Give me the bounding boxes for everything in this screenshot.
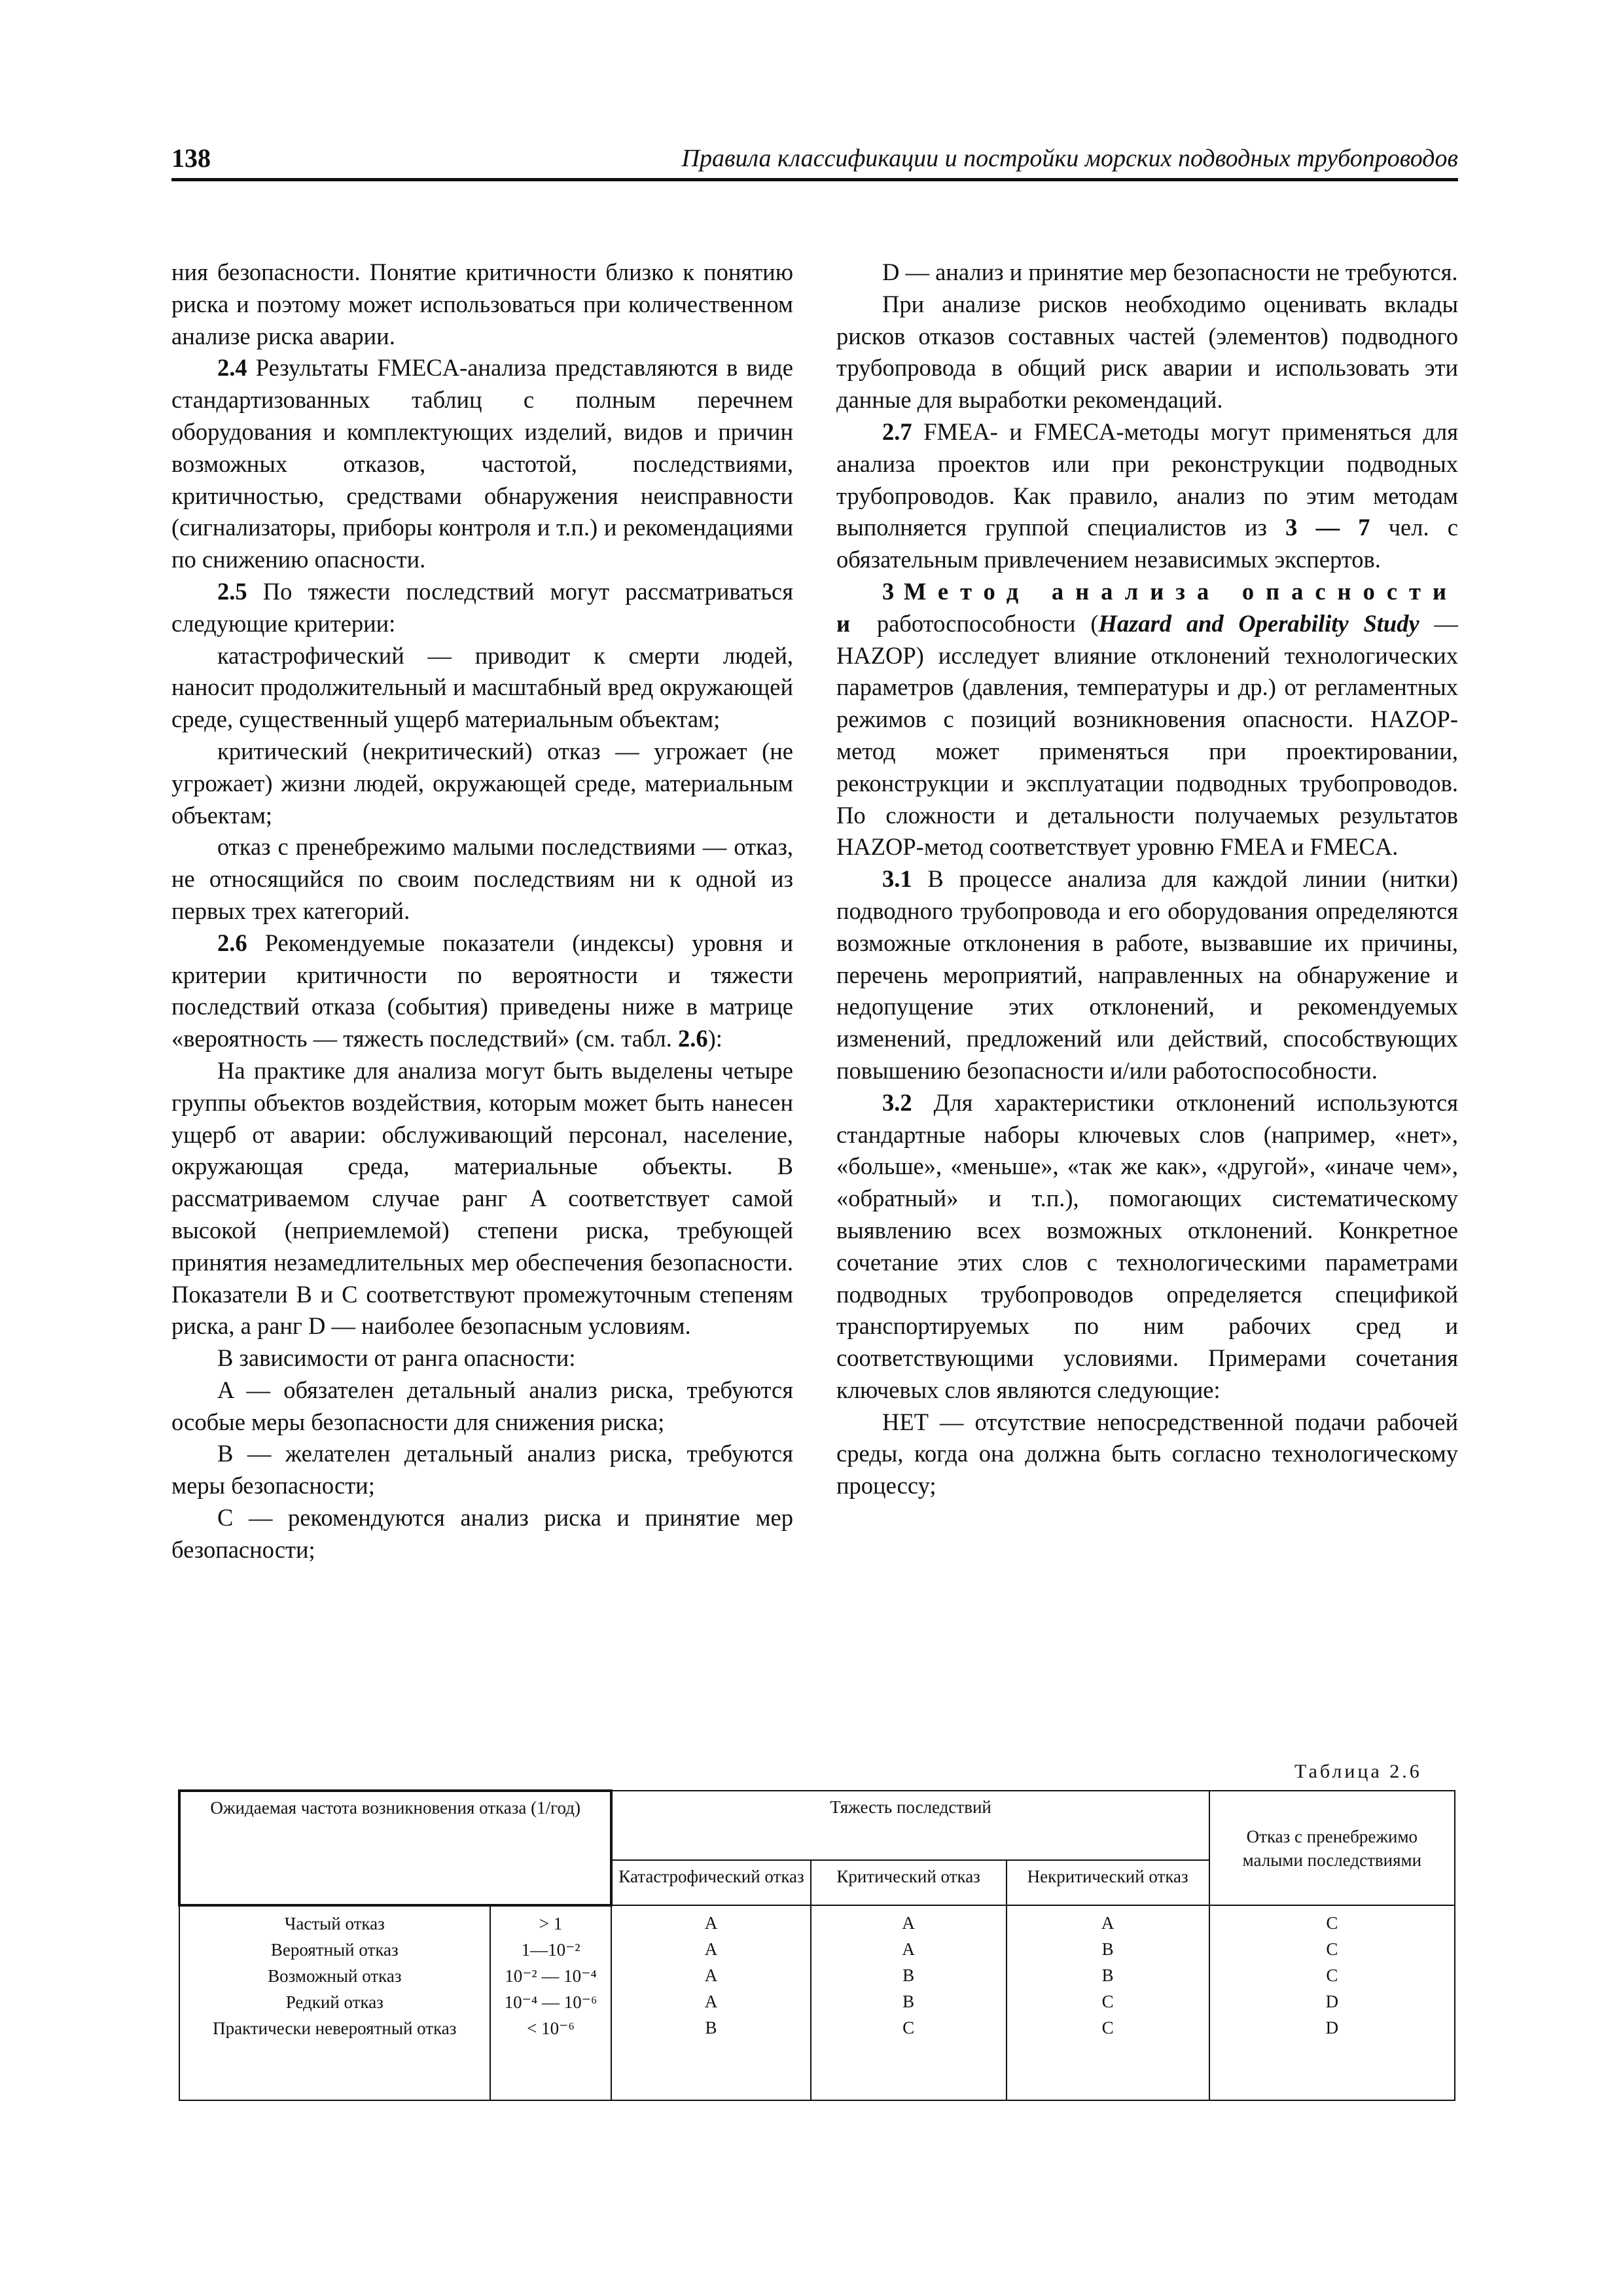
paragraph: ния безопасности. Понятие критичности близко к понятию риска и поэтому может использоваться при количественном анализе риска аварии. [171,259,793,350]
rank-cell: A [704,1913,718,1933]
paragraph [836,1087,1458,1407]
rank-cell: A [704,1992,718,2012]
noncritical-column [1007,1905,1209,2100]
header-severity: Тяжесть последствий [611,1791,1209,1860]
paragraph-text: Результаты FMECA-анализа представляются в виде стандартизованных таблиц с полным перечнем оборудования и комплектующих изделий, видов и причин возможных отказов, частотой, последствиями, критичностью, средствами обнаружения неисправности (сигнализаторы, приборы контроля и т.п.) и рекомендациями по снижению опасности. [171,354,793,573]
expert-count: 3 — 7 [1285,514,1370,541]
table-reference: 2.6 [677,1025,708,1052]
rank-cell: C [1326,1913,1338,1933]
table-caption: Таблица 2.6 [1294,1761,1422,1782]
row-frequency: 1—10⁻² [521,1940,580,1960]
paragraph: критический (некритический) отказ — угрожает (не угрожает) жизни людей, окружающей среде, материальным объектам; [171,737,793,829]
paragraph [836,863,1458,1087]
header-frequency: Ожидаемая частота возникновения отказа (1/год) [179,1791,611,1905]
row-label: Частый отказ [284,1914,385,1934]
paragraph: На практике для анализа могут быть выделены четыре группы объектов воздействия, которым может быть нанесен ущерб от аварии: обслуживающий персонал, население, окружающая среда, материальные объекты. В рассматриваемом случае ранг A соответствует самой высокой (неприемлемой) степени риска, требующей принятия незамедлительных мер обеспечения безопасности. Показатели B и C соответствуют промежуточным степеням риска, а ранг D — наиболее безопасным условиям. [171,1056,793,1340]
paragraph [171,927,793,1055]
left-column [171,257,793,1566]
rank-cell: C [902,2018,915,2038]
paragraph-text: В процессе анализа для каждой линии (нитки) подводного трубопровода и его оборудования определяются возможные отклонения в работе, вызвавшие их причины, перечень мероприятий, направленных на обнаружение и недопущение этих отклонений, и рекомендуемых изменений, предложений или действий, способствующих повышению безопасности и/или работоспособности. [836,865,1458,1084]
clause-number: 2.7 [882,418,912,445]
row-label: Вероятный отказ [270,1940,399,1960]
paragraph-text: работоспособности ( [862,609,1099,637]
rank-cell: D [1325,1992,1339,2012]
page-number: 138 [171,143,211,173]
clause-number: 3.1 [882,865,912,893]
rank-cell: B [902,1992,915,2012]
row-label: Практически невероятный отказ [213,2018,457,2039]
section-number: 3 [882,577,895,605]
paragraph [836,416,1458,576]
paragraph [171,352,793,576]
right-column [836,257,1458,1502]
rank-cell: D [1325,2018,1339,2038]
row-frequency: > 1 [539,1914,563,1934]
critical-column [811,1905,1007,2100]
row-label: Возможный отказ [268,1966,402,1986]
rank-cell: B [1101,1965,1114,1986]
clause-number: 3.2 [882,1088,912,1116]
paragraph: отказ с пренебрежимо малыми последствиями — отказ, не относящийся по своим последствиям ни к одной из первых трех категорий. [171,833,793,924]
rank-cell: C [1326,1965,1338,1986]
paragraph: A — обязателен детальный анализ риска, требуются особые меры безопасности для снижения риска; [171,1376,793,1435]
negligible-column [1209,1905,1455,2100]
paragraph [836,576,1458,863]
row-frequency-cell [490,1905,612,2100]
clause-number: 2.6 [217,929,247,956]
rank-cell: B [1101,1939,1114,1960]
paragraph-text: Рекомендуемые показатели (индексы) уровня и критерии критичности по вероятности и тяжести последствий отказа (события) приведены ниже в матрице «вероятность — тяжесть последствий» (см. табл. [171,929,793,1052]
paragraph: катастрофический — приводит к смерти людей, наносит продолжительный и масштабный вред окружающей среде, существенный ущерб материальным объектам; [171,641,793,733]
header-critical: Критический отказ [811,1860,1007,1905]
paragraph [171,576,793,640]
risk-matrix-table [178,1789,1455,2101]
row-frequency: 10⁻² — 10⁻⁴ [505,1966,597,1986]
catastrophic-column [611,1905,810,2100]
section-title: Метод анализа опасности и [836,577,1458,637]
rank-cell: A [902,1939,915,1960]
paragraph: B — желателен детальный анализ риска, требуются меры безопасности; [171,1440,793,1499]
row-frequency: 10⁻⁴ — 10⁻⁶ [504,1992,597,2013]
paragraph-text: FMEA- и FMECA-методы могут применяться для анализа проектов или при реконструкции подводных трубопроводов. Как правило, анализ по этим методам выполняется группой специалистов из [836,418,1458,541]
rank-cell: A [704,1965,718,1986]
header-catastrophic: Катастрофический отказ [611,1860,810,1905]
paragraph: При анализе рисков необходимо оценивать вклады рисков отказов составных частей (элементов) подводного трубопровода в общий риск аварии и использовать эти данные для выработки рекомендаций. [836,290,1458,414]
rank-cell: C [1326,1939,1338,1960]
row-frequency: < 10⁻⁶ [527,2018,575,2039]
row-labels-cell [179,1905,490,2100]
header-noncritical: Некритический отказ [1007,1860,1209,1905]
header-rule [171,178,1458,181]
clause-number: 2.4 [217,354,247,382]
rank-cell: C [1101,1992,1114,2012]
rank-cell: A [902,1913,915,1933]
paragraph-text: ): [707,1025,722,1052]
rank-cell: B [902,1965,915,1986]
row-label: Редкий отказ [285,1992,383,2013]
paragraph-text: По тяжести последствий могут рассматриваться следующие критерии: [171,577,793,637]
paragraph-text: Для характеристики отклонений используются стандартные наборы ключевых слов (например, «нет», «больше», «меньше», «так же как», «другой», «иначе чем», «обратный» и т.п.), помогающих систематическому выявлению всех возможных отклонений. Конкретное сочетание этих слов с технологическими параметрами подводных трубопроводов определяется спецификой транспортируемых по ним рабочих сред и соответствующими условиями. Примерами сочетания ключевых слов являются следующие: [836,1088,1458,1403]
rank-cell: A [1101,1913,1115,1933]
rank-cell: B [705,2018,717,2038]
paragraph-text: — HAZOP) исследует влияние отклонений технологических параметров (давления, температуры и др.) от регламентных режимов с позиций возникновения опасности. HAZOP-метод может применяться при проектировании, реконструкции и эксплуатации подводных трубопроводов. По сложности и детальности получаемых результатов HAZOP-метод соответствует уровню FMEA и FMECA. [836,609,1458,861]
paragraph: НЕТ — отсутствие непосредственной подачи рабочей среды, когда она должна быть согласно технологическому процессу; [836,1408,1458,1499]
method-english-name: Hazard and Operability Study [1098,609,1419,637]
page-header [171,143,1458,182]
paragraph: В зависимости от ранга опасности: [217,1344,576,1372]
rank-cell: C [1101,2018,1114,2038]
paragraph: D — анализ и принятие мер безопасности не требуются. [882,259,1458,285]
paragraph-text: чел. с обязательным привлечением независимых экспертов. [836,514,1458,573]
header-negligible: Отказ с пренебрежимо малыми последствиями [1209,1791,1455,1905]
clause-number: 2.5 [217,577,247,605]
running-title: Правила классификации и постройки морских подводных трубопроводов [681,145,1458,172]
rank-cell: A [704,1939,718,1960]
paragraph: C — рекомендуются анализ риска и принятие мер безопасности; [171,1504,793,1563]
